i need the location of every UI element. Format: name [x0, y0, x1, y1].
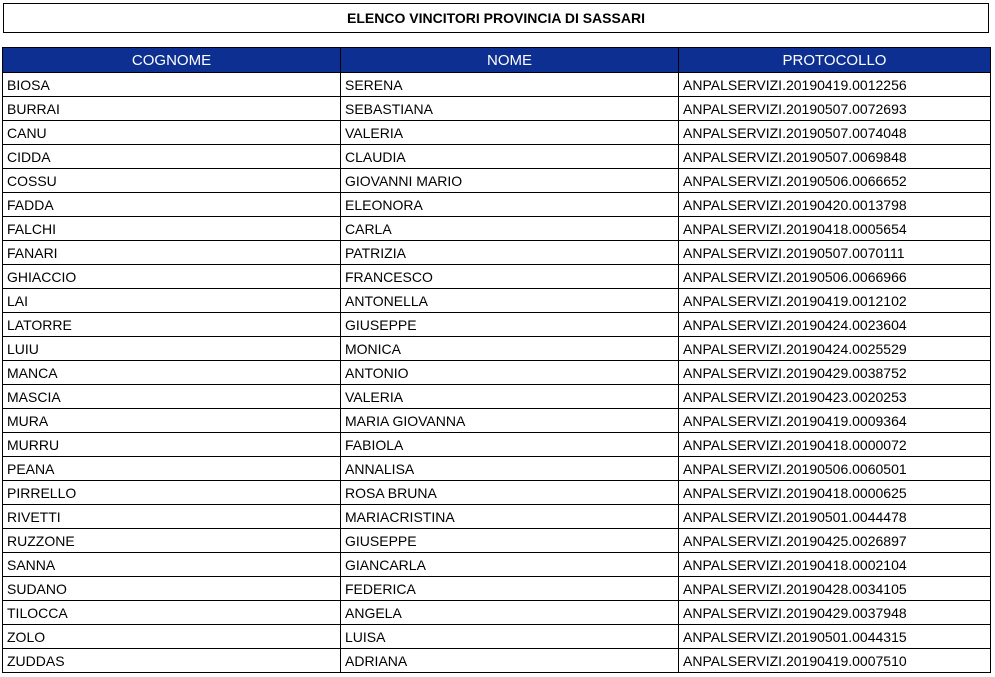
protocollo-cell: ANPALSERVIZI.20190418.0002104: [679, 553, 991, 577]
table-row: [3, 553, 991, 577]
cognome-cell: COSSU: [3, 169, 341, 193]
protocollo-cell: ANPALSERVIZI.20190507.0070111: [679, 241, 991, 265]
nome-cell: PATRIZIA: [341, 241, 679, 265]
nome-cell: GIANCARLA: [341, 553, 679, 577]
cognome-cell: TILOCCA: [3, 601, 341, 625]
cognome-cell: CIDDA: [3, 145, 341, 169]
protocollo-cell: ANPALSERVIZI.20190506.0060501: [679, 457, 991, 481]
table-row: [3, 145, 991, 169]
nome-cell: CARLA: [341, 217, 679, 241]
cognome-cell: SANNA: [3, 553, 341, 577]
nome-cell: VALERIA: [341, 121, 679, 145]
cognome-cell: FALCHI: [3, 217, 341, 241]
table-row: [3, 529, 991, 553]
winners-table: [2, 47, 991, 673]
nome-cell: VALERIA: [341, 385, 679, 409]
nome-cell: ELEONORA: [341, 193, 679, 217]
table-row: [3, 385, 991, 409]
table-row: [3, 241, 991, 265]
table-row: [3, 265, 991, 289]
table-row: [3, 121, 991, 145]
cognome-cell: MASCIA: [3, 385, 341, 409]
nome-cell: FABIOLA: [341, 433, 679, 457]
protocollo-cell: ANPALSERVIZI.20190419.0012102: [679, 289, 991, 313]
cognome-cell: FADDA: [3, 193, 341, 217]
nome-cell: GIOVANNI MARIO: [341, 169, 679, 193]
table-row: [3, 217, 991, 241]
cognome-cell: LUIU: [3, 337, 341, 361]
protocollo-cell: ANPALSERVIZI.20190418.0000072: [679, 433, 991, 457]
table-row: [3, 505, 991, 529]
nome-cell: ADRIANA: [341, 649, 679, 673]
protocollo-cell: ANPALSERVIZI.20190507.0072693: [679, 97, 991, 121]
table-row: [3, 457, 991, 481]
cognome-cell: MANCA: [3, 361, 341, 385]
table-row: [3, 289, 991, 313]
table-row: [3, 313, 991, 337]
nome-cell: FEDERICA: [341, 577, 679, 601]
cognome-cell: RUZZONE: [3, 529, 341, 553]
protocollo-cell: ANPALSERVIZI.20190506.0066966: [679, 265, 991, 289]
table-row: [3, 601, 991, 625]
column-header-protocollo: PROTOCOLLO: [679, 48, 991, 73]
cognome-cell: RIVETTI: [3, 505, 341, 529]
table-row: [3, 361, 991, 385]
nome-cell: ANTONIO: [341, 361, 679, 385]
protocollo-cell: ANPALSERVIZI.20190418.0005654: [679, 217, 991, 241]
table-row: [3, 649, 991, 673]
table-row: [3, 73, 991, 97]
cognome-cell: MURRU: [3, 433, 341, 457]
protocollo-cell: ANPALSERVIZI.20190506.0066652: [679, 169, 991, 193]
cognome-cell: MURA: [3, 409, 341, 433]
cognome-cell: FANARI: [3, 241, 341, 265]
table-row: [3, 433, 991, 457]
protocollo-cell: ANPALSERVIZI.20190420.0013798: [679, 193, 991, 217]
protocollo-cell: ANPALSERVIZI.20190424.0025529: [679, 337, 991, 361]
cognome-cell: SUDANO: [3, 577, 341, 601]
nome-cell: MONICA: [341, 337, 679, 361]
protocollo-cell: ANPALSERVIZI.20190429.0037948: [679, 601, 991, 625]
protocollo-cell: ANPALSERVIZI.20190419.0009364: [679, 409, 991, 433]
nome-cell: MARIA GIOVANNA: [341, 409, 679, 433]
nome-cell: LUISA: [341, 625, 679, 649]
column-header-nome: NOME: [341, 48, 679, 73]
protocollo-cell: ANPALSERVIZI.20190428.0034105: [679, 577, 991, 601]
nome-cell: ANTONELLA: [341, 289, 679, 313]
table-row: [3, 409, 991, 433]
protocollo-cell: ANPALSERVIZI.20190507.0074048: [679, 121, 991, 145]
table-row: [3, 481, 991, 505]
nome-cell: ANNALISA: [341, 457, 679, 481]
nome-cell: MARIACRISTINA: [341, 505, 679, 529]
table-header: [3, 48, 991, 73]
document-title: ELENCO VINCITORI PROVINCIA DI SASSARI: [3, 3, 989, 33]
protocollo-cell: ANPALSERVIZI.20190419.0007510: [679, 649, 991, 673]
cognome-cell: ZOLO: [3, 625, 341, 649]
nome-cell: SEBASTIANA: [341, 97, 679, 121]
nome-cell: ROSA BRUNA: [341, 481, 679, 505]
cognome-cell: ZUDDAS: [3, 649, 341, 673]
cognome-cell: BURRAI: [3, 97, 341, 121]
nome-cell: SERENA: [341, 73, 679, 97]
nome-cell: CLAUDIA: [341, 145, 679, 169]
cognome-cell: LATORRE: [3, 313, 341, 337]
table-row: [3, 193, 991, 217]
column-header-cognome: COGNOME: [3, 48, 341, 73]
nome-cell: FRANCESCO: [341, 265, 679, 289]
cognome-cell: GHIACCIO: [3, 265, 341, 289]
header-row: [3, 48, 991, 73]
protocollo-cell: ANPALSERVIZI.20190425.0026897: [679, 529, 991, 553]
cognome-cell: PIRRELLO: [3, 481, 341, 505]
nome-cell: ANGELA: [341, 601, 679, 625]
cognome-cell: PEANA: [3, 457, 341, 481]
protocollo-cell: ANPALSERVIZI.20190501.0044478: [679, 505, 991, 529]
table-row: [3, 625, 991, 649]
cognome-cell: CANU: [3, 121, 341, 145]
table-row: [3, 337, 991, 361]
table-row: [3, 577, 991, 601]
protocollo-cell: ANPALSERVIZI.20190424.0023604: [679, 313, 991, 337]
nome-cell: GIUSEPPE: [341, 529, 679, 553]
protocollo-cell: ANPALSERVIZI.20190418.0000625: [679, 481, 991, 505]
protocollo-cell: ANPALSERVIZI.20190419.0012256: [679, 73, 991, 97]
protocollo-cell: ANPALSERVIZI.20190429.0038752: [679, 361, 991, 385]
cognome-cell: LAI: [3, 289, 341, 313]
protocollo-cell: ANPALSERVIZI.20190501.0044315: [679, 625, 991, 649]
protocollo-cell: ANPALSERVIZI.20190423.0020253: [679, 385, 991, 409]
table-row: [3, 169, 991, 193]
table-row: [3, 97, 991, 121]
nome-cell: GIUSEPPE: [341, 313, 679, 337]
protocollo-cell: ANPALSERVIZI.20190507.0069848: [679, 145, 991, 169]
cognome-cell: BIOSA: [3, 73, 341, 97]
table-body: [3, 73, 991, 673]
